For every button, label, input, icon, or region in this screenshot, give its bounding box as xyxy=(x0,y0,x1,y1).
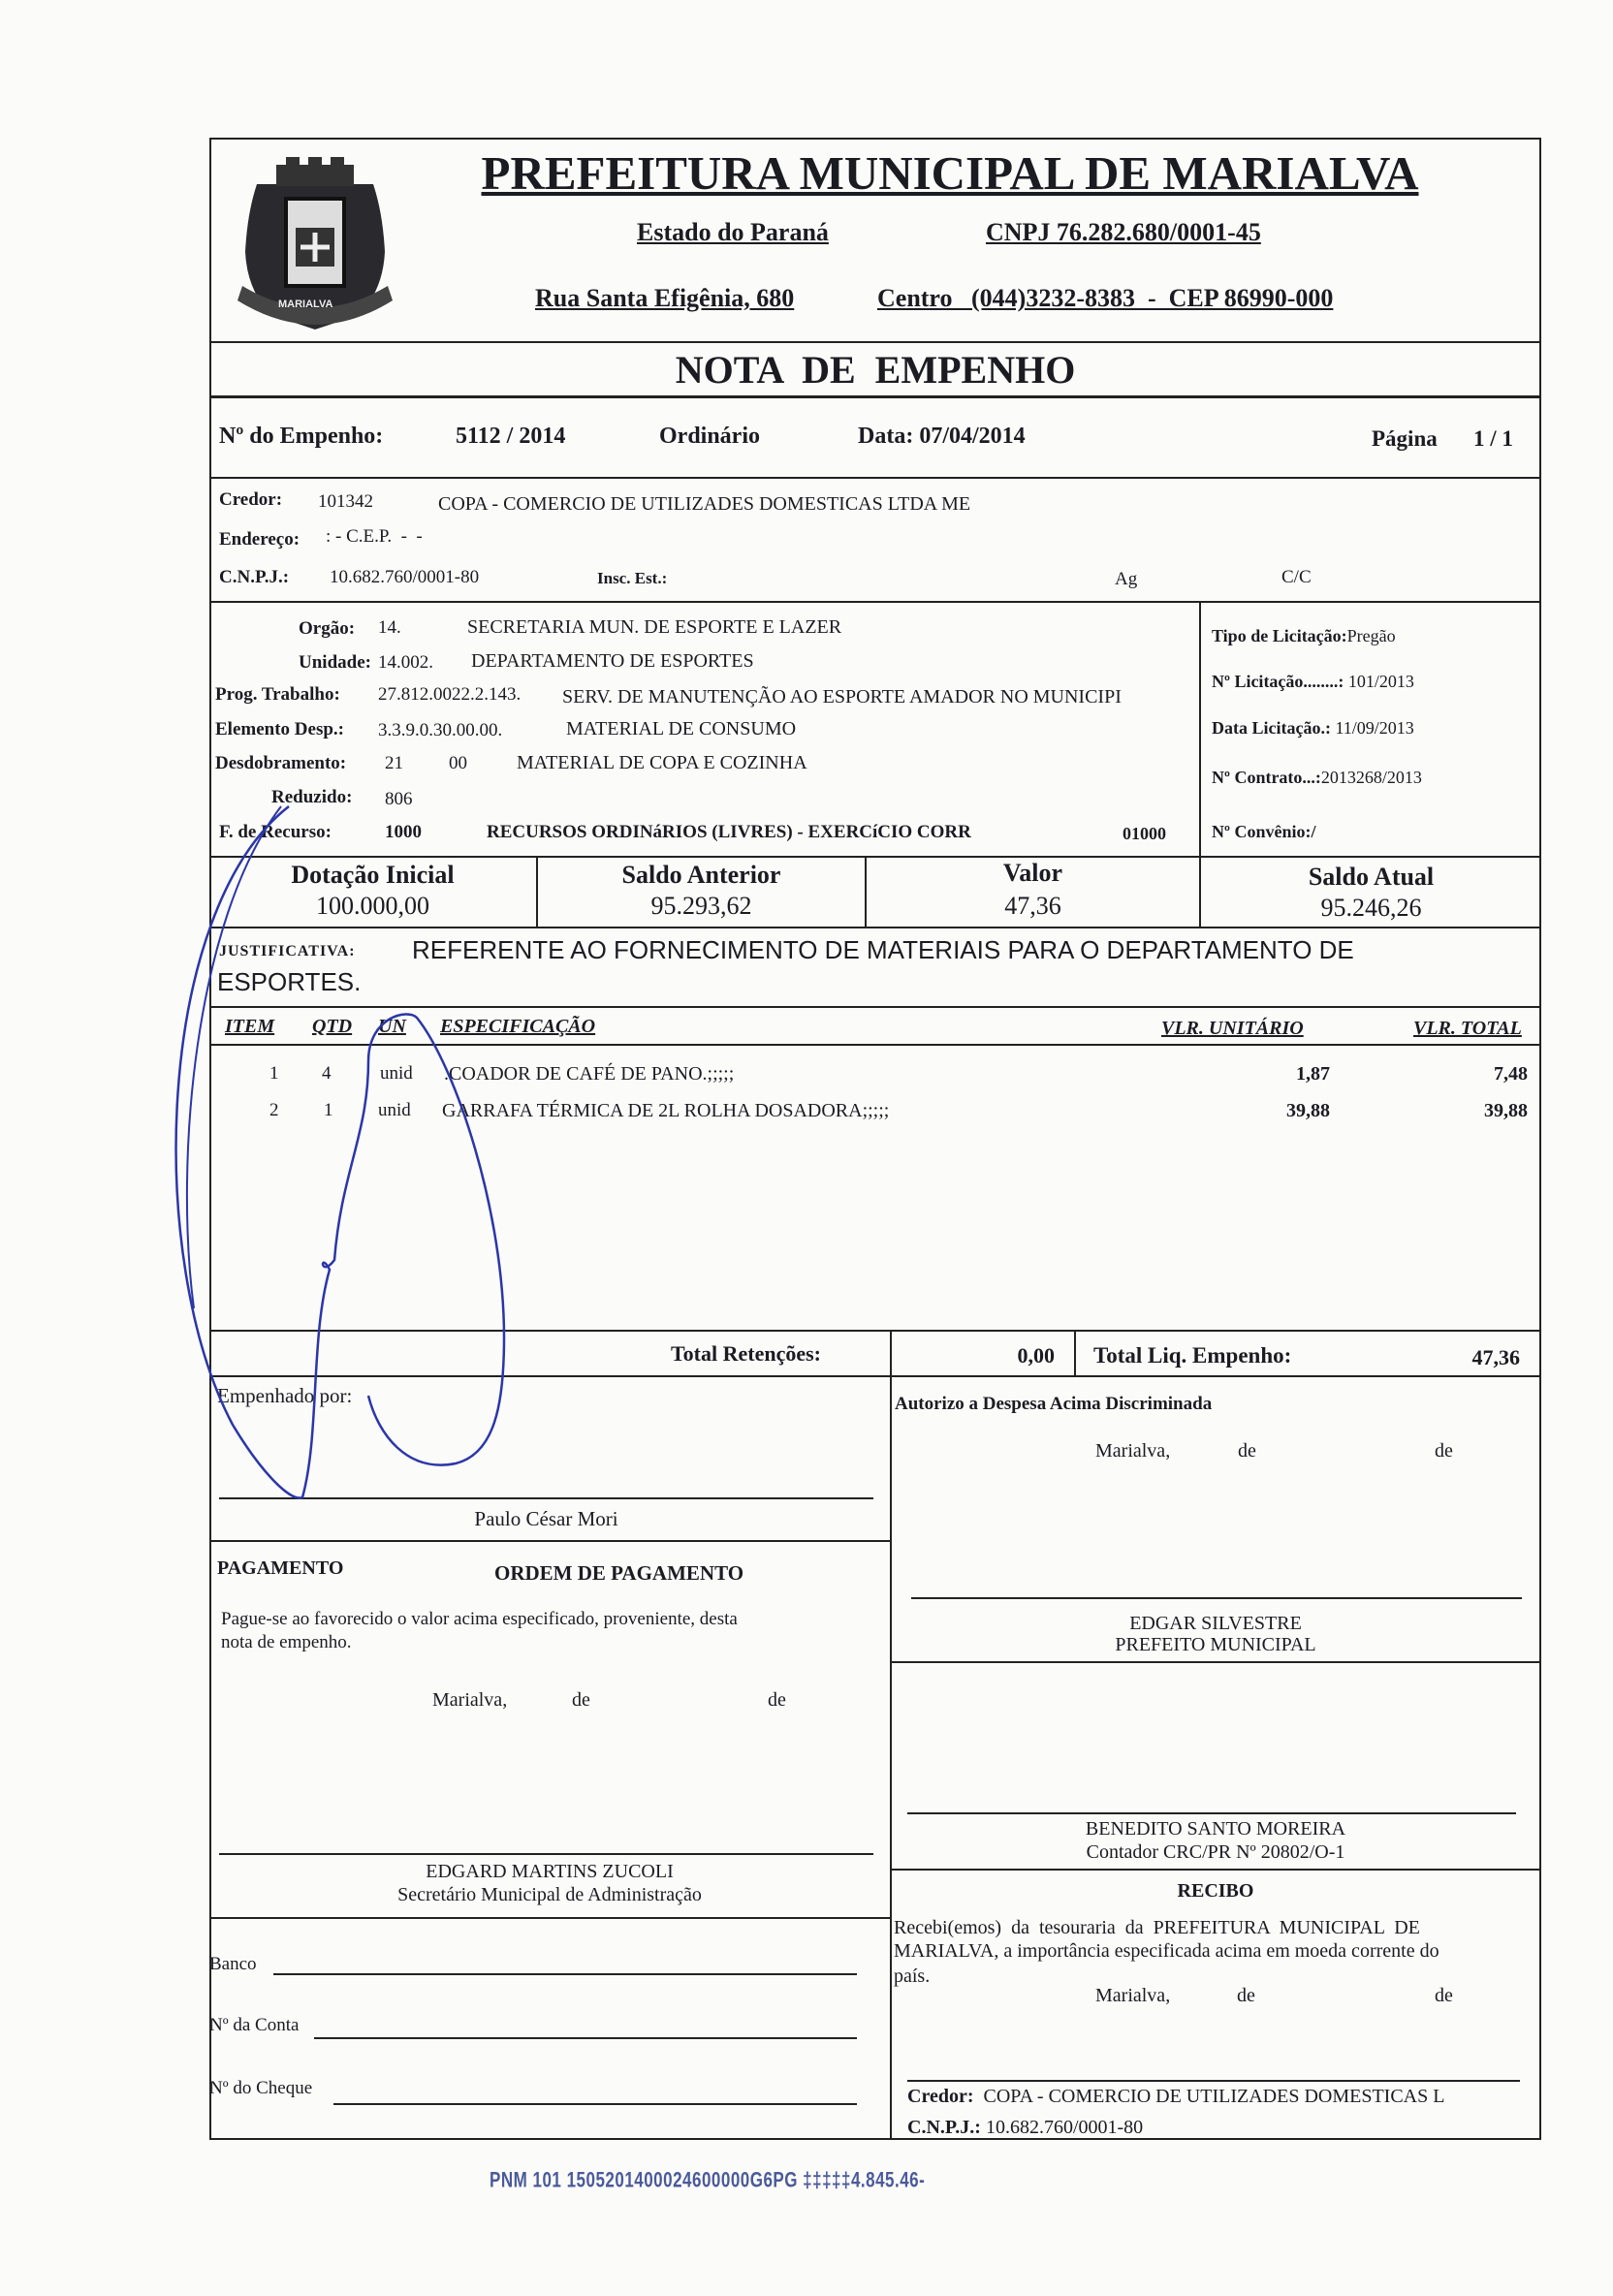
row-unit: 1,87 xyxy=(1296,1063,1330,1085)
address-value: : - C.E.P. - - xyxy=(326,526,423,547)
contrato-value: 2013268/2013 xyxy=(1320,768,1422,787)
recibo-credor-label: Credor: xyxy=(907,2086,974,2107)
liquido-value: 47,36 xyxy=(1471,1345,1520,1369)
reduzido-value: 806 xyxy=(385,789,413,809)
row-qtd: 4 xyxy=(322,1063,332,1084)
recurso-code: 01000 xyxy=(1123,824,1166,843)
pagamento-city: Marialva, xyxy=(432,1689,508,1711)
empenho-divider xyxy=(209,477,1541,479)
autorizo-city: Marialva, xyxy=(1095,1440,1171,1462)
prog-label: Prog. Trabalho: xyxy=(215,684,340,705)
row-un: unid xyxy=(380,1063,413,1084)
empenhado-signature-line xyxy=(219,1497,873,1499)
credor-divider xyxy=(209,601,1541,603)
dotacao-label: Dotação Inicial xyxy=(291,861,455,889)
secretario-name: EDGARD MARTINS ZUCOLI xyxy=(426,1861,674,1882)
row-unit: 39,88 xyxy=(1286,1100,1330,1121)
recurso-label: F. de Recurso: xyxy=(219,822,332,842)
licitacao-numero-value: 101/2013 xyxy=(1347,672,1414,691)
licitacao-numero xyxy=(1212,672,1414,692)
address-label: Rua Santa Efigênia, 680 xyxy=(535,284,795,312)
recibo-city: Marialva, xyxy=(1095,1985,1171,2006)
unidade-name: DEPARTAMENTO DE ESPORTES xyxy=(471,650,754,672)
contador-divider xyxy=(890,1869,1541,1871)
pagamento-label: PAGAMENTO xyxy=(217,1557,344,1579)
licitacao-data xyxy=(1212,718,1414,739)
justificativa-text: REFERENTE AO FORNECIMENTO DE MATERIAIS PARA O DEPARTAMENTO DE xyxy=(412,935,1354,964)
summary-col-1 xyxy=(890,1330,892,1376)
payment-stamp: PNM 101 1505201400024600000G6PG ‡‡‡‡‡4.845.46- xyxy=(490,2168,926,2192)
licitacao-numero-label: Nº Licitação........: xyxy=(1212,672,1344,691)
autorizo-de2: de xyxy=(1435,1440,1453,1462)
liquido-label: Total Liq. Empenho: xyxy=(1093,1343,1292,1368)
pagamento-text-2: nota de empenho. xyxy=(221,1632,352,1652)
prefeito-divider xyxy=(890,1661,1541,1663)
cnpj-label: CNPJ 76.282.680/0001-45 xyxy=(986,218,1261,246)
credor-name: COPA - COMERCIO DE UTILIZADES DOMESTICAS LTDA ME xyxy=(438,493,971,515)
empenhado-label: Empenhado por: xyxy=(217,1384,353,1407)
prefeito-role: PREFEITO MUNICIPAL xyxy=(1115,1634,1316,1655)
items-header-divider xyxy=(209,1044,1541,1046)
conta-field[interactable] xyxy=(314,2037,857,2039)
row-spec: .COADOR DE CAFÉ DE PANO.;;;;; xyxy=(444,1063,735,1085)
insc-label: Insc. Est.: xyxy=(597,569,668,587)
recibo-cnpj-label: C.N.P.J.: xyxy=(907,2117,981,2138)
recibo-text-3: país. xyxy=(894,1966,931,1987)
saldo-anterior-label: Saldo Anterior xyxy=(621,861,781,889)
contador-name: BENEDITO SANTO MOREIRA xyxy=(1085,1818,1346,1840)
desdobramento-label: Desdobramento: xyxy=(215,753,347,773)
col-item: ITEM xyxy=(225,1016,275,1037)
empenho-type: Ordinário xyxy=(659,424,761,449)
empenhado-divider xyxy=(209,1540,890,1542)
licitacao-data-value: 11/09/2013 xyxy=(1335,718,1414,738)
address-field-label: Endereço: xyxy=(219,529,300,550)
unidade-label: Unidade: xyxy=(299,652,371,673)
row-total: 39,88 xyxy=(1484,1100,1528,1121)
budget-divider xyxy=(209,856,1541,858)
row-item: 1 xyxy=(269,1063,279,1084)
row-qtd: 1 xyxy=(324,1100,333,1120)
seal-banner-text: MARIALVA xyxy=(278,299,333,310)
convenio-label: Nº Convênio:/ xyxy=(1212,822,1316,841)
summary-col-2 xyxy=(1074,1330,1076,1376)
orgao-label: Orgão: xyxy=(299,618,356,639)
recurso-name: RECURSOS ORDINáRIOS (LIVRES) - EXERCíCIO CORR xyxy=(487,822,971,842)
title-divider xyxy=(209,395,1541,398)
banco-field[interactable] xyxy=(273,1973,857,1975)
recibo-text-2: MARIALVA, a importância especificada acima em moeda corrente do xyxy=(894,1940,1439,1962)
banco-label: Banco xyxy=(209,1954,257,1974)
empenhado-name: Paulo César Mori xyxy=(474,1507,618,1530)
desdobramento-sub: 00 xyxy=(449,753,467,773)
autorizo-de1: de xyxy=(1238,1440,1256,1462)
dotacao-value: 100.000,00 xyxy=(316,892,429,920)
valor-value: 47,36 xyxy=(1004,892,1061,920)
conta-label: Nº da Conta xyxy=(209,2015,300,2035)
lower-vertical-divider xyxy=(890,1375,892,2140)
pagamento-de2: de xyxy=(768,1689,786,1711)
budget-vertical-divider xyxy=(1199,601,1201,858)
credor-code: 101342 xyxy=(318,491,373,512)
credor-label: Credor: xyxy=(219,489,283,510)
cheque-field[interactable] xyxy=(333,2103,857,2105)
contrato-label: Nº Contrato...: xyxy=(1212,768,1321,787)
page-title: PREFEITURA MUNICIPAL DE MARIALVA xyxy=(481,146,1419,200)
cc-label: C/C xyxy=(1281,567,1312,587)
prog-value: 27.812.0022.2.143. xyxy=(378,684,522,705)
document-title: NOTA DE EMPENHO xyxy=(675,348,1076,392)
cnpj-field-label: C.N.P.J.: xyxy=(219,567,290,587)
col-vlr-total: VLR. TOTAL xyxy=(1413,1018,1522,1039)
row-spec: GARRAFA TÉRMICA DE 2L ROLHA DOSADORA;;;;; xyxy=(442,1100,890,1121)
recibo-text-1: Recebi(emos) da tesouraria da PREFEITURA MUNICIPAL DE xyxy=(894,1917,1420,1938)
row-item: 2 xyxy=(269,1100,279,1120)
justificativa-text-2: ESPORTES. xyxy=(217,967,362,996)
prog-name: SERV. DE MANUTENÇÃO AO ESPORTE AMADOR NO MUNICIPI xyxy=(562,686,1122,708)
summary-top-line xyxy=(209,1330,1541,1332)
col-especificacao: ESPECIFICAÇÃO xyxy=(440,1016,596,1037)
summary-bottom-line xyxy=(209,1375,1541,1377)
prefeito-signature-line xyxy=(911,1597,1522,1599)
licitacao-data-label: Data Licitação.: xyxy=(1212,718,1331,738)
secretario-role: Secretário Municipal de Administração xyxy=(397,1884,702,1905)
retencoes-value: 0,00 xyxy=(1017,1343,1055,1368)
saldo-anterior-value: 95.293,62 xyxy=(650,892,752,920)
justificativa-label: JUSTIFICATIVA: xyxy=(219,943,356,959)
contador-signature-line xyxy=(907,1812,1516,1814)
secretario-divider xyxy=(209,1917,890,1919)
licitacao-tipo-label xyxy=(1212,626,1396,646)
col-qtd: QTD xyxy=(312,1016,353,1037)
col-un: UN xyxy=(378,1016,406,1037)
recibo-credor xyxy=(907,2086,1444,2108)
saldo-atual-value: 95.246,26 xyxy=(1320,894,1422,922)
justificativa-divider xyxy=(209,1006,1541,1008)
recibo-cnpj-value: 10.682.760/0001-80 xyxy=(985,2117,1144,2138)
empenho-number: 5112 / 2014 xyxy=(456,424,566,449)
cheque-label: Nº do Cheque xyxy=(209,2078,313,2098)
saldo-atual-label: Saldo Atual xyxy=(1308,863,1435,891)
row-un: unid xyxy=(378,1100,411,1120)
pagamento-text-1: Pague-se ao favorecido o valor acima especificado, proveniente, desta xyxy=(221,1609,738,1629)
elemento-name: MATERIAL DE CONSUMO xyxy=(566,718,797,739)
pagamento-de1: de xyxy=(572,1689,590,1711)
table-row xyxy=(0,1100,1541,1125)
recibo-credor-value: COPA - COMERCIO DE UTILIZADES DOMESTICAS L xyxy=(983,2086,1445,2107)
recurso-value: 1000 xyxy=(385,822,422,842)
licitacao-tipo-value: Pregão xyxy=(1346,626,1396,645)
totals-divider xyxy=(209,927,1541,928)
orgao-value: 14. xyxy=(378,617,401,638)
contrato xyxy=(1212,768,1422,788)
licitacao-tipo-text: Tipo de Licitação: xyxy=(1212,626,1347,645)
desdobramento-name: MATERIAL DE COPA E COZINHA xyxy=(517,752,807,773)
header-divider xyxy=(209,341,1541,343)
col-vlr-unitario: VLR. UNITÁRIO xyxy=(1161,1018,1304,1039)
contact-label: Centro (044)3232-8383 - CEP 86990-000 xyxy=(877,284,1334,312)
contador-role: Contador CRC/PR Nº 20802/O-1 xyxy=(1086,1841,1345,1863)
page-number: 1 / 1 xyxy=(1473,426,1513,451)
reduzido-label: Reduzido: xyxy=(271,787,353,807)
empenho-date: Data: 07/04/2014 xyxy=(858,424,1026,449)
desdobramento-value: 21 xyxy=(385,753,403,773)
table-row xyxy=(0,1063,1541,1088)
ordem-label: ORDEM DE PAGAMENTO xyxy=(494,1561,744,1585)
prefeito-name: EDGAR SILVESTRE xyxy=(1129,1613,1302,1634)
orgao-name: SECRETARIA MUN. DE ESPORTE E LAZER xyxy=(467,616,842,638)
recibo-label: RECIBO xyxy=(1177,1880,1254,1902)
state-label: Estado do Paraná xyxy=(637,218,829,246)
valor-label: Valor xyxy=(1002,859,1063,887)
autorizo-label: Autorizo a Despesa Acima Discriminada xyxy=(895,1394,1213,1414)
recibo-signature-line xyxy=(907,2080,1520,2082)
elemento-value: 3.3.9.0.30.00.00. xyxy=(378,720,503,740)
recibo-de1: de xyxy=(1237,1985,1255,2006)
elemento-label: Elemento Desp.: xyxy=(215,719,344,739)
unidade-value: 14.002. xyxy=(378,652,433,673)
empenho-label: Nº do Empenho: xyxy=(219,424,384,449)
secretario-signature-line xyxy=(219,1853,873,1855)
row-total: 7,48 xyxy=(1494,1063,1528,1085)
ag-label: Ag xyxy=(1115,569,1138,589)
recibo-de2: de xyxy=(1435,1985,1453,2006)
credor-cnpj: 10.682.760/0001-80 xyxy=(330,567,480,587)
retencoes-label: Total Retenções: xyxy=(671,1341,821,1366)
recibo-cnpj xyxy=(907,2117,1143,2139)
municipal-seal xyxy=(218,155,412,339)
page-label: Página xyxy=(1372,426,1438,451)
